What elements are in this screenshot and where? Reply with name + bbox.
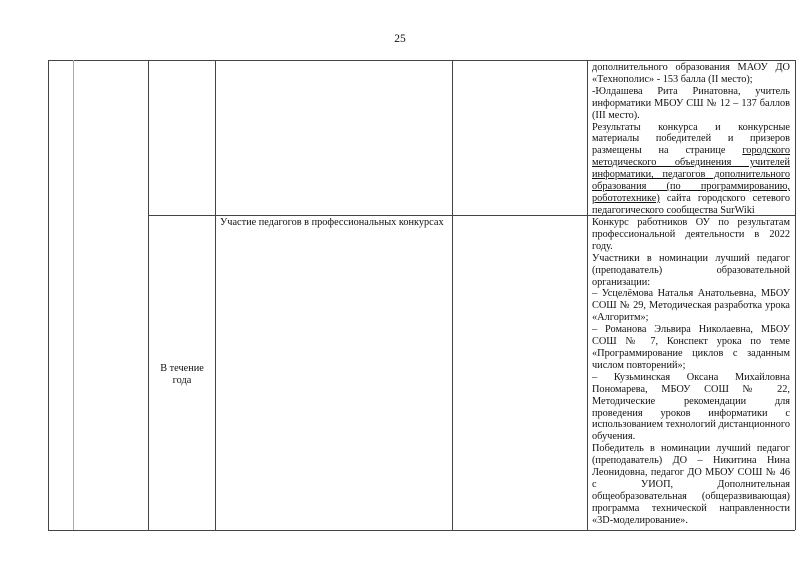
results-line: дополнительного образования МАОУ ДО «Технополис» - 153 балла (II место); bbox=[592, 62, 790, 85]
row1-results-cell bbox=[592, 62, 790, 217]
results-participant: – Кузьминская Оксана Михайловна Пономарева, МБОУ СОШ № 22, Методические рекомендации для проведения уроков информатики с использованием технологий дистанционного обучения. bbox=[592, 371, 790, 443]
results-winner: Победитель в номинации лучший педагог (преподаватель) ДО – Никитина Нина Леонидовна, педагог ДО МБОУ СОШ № 46 с УИОП, Дополнительная общеобразовательная (общеразвивающая) программа технической направленности «3D-моделирование». bbox=[592, 443, 790, 526]
activity-cell bbox=[220, 217, 446, 229]
table-bottom-border bbox=[48, 530, 795, 531]
column-border-2 bbox=[73, 60, 74, 530]
results-line: -Юлдашева Рита Ринатовна, учитель информатики МБОУ СШ № 12 – 137 баллов (III место). bbox=[592, 85, 790, 121]
activity-text: Участие педагогов в профессиональных конкурсах bbox=[220, 217, 444, 228]
results-participant: – Романова Эльвира Николаевна, МБОУ СОШ № 7, Конспект урока по теме «Программирование циклов с заданным числом повторений»; bbox=[592, 324, 790, 371]
column-border-6 bbox=[587, 60, 588, 530]
community-link[interactable]: городского методического объединения учителей информатики, педагогов дополнительного образования (по программированию, робототехнике) bbox=[592, 145, 790, 204]
column-border-1 bbox=[48, 60, 49, 530]
column-border-4 bbox=[215, 60, 216, 530]
term-cell bbox=[152, 363, 212, 387]
page-number: 25 bbox=[394, 33, 406, 45]
column-border-3 bbox=[148, 60, 149, 530]
results-intro: Конкурс работников ОУ по результатам профессиональной деятельности в 2022 году. bbox=[592, 217, 790, 252]
results-nomination: Участники в номинации лучший педагог (преподаватель) образовательной организации: bbox=[592, 252, 790, 288]
results-paragraph: Результаты конкурса и конкурсные материалы победителей и призеров размещены на странице городского методического объединения учителей информатики, педагогов дополнительного образования (по программированию, робототехнике) сайта городского сетевого педагогического сообщества SurWiki bbox=[592, 121, 790, 216]
results-participant: – Усцелёмова Наталья Анатольевна, МБОУ СОШ № 29, Методическая разработка урока «Алгоритм»; bbox=[592, 288, 790, 324]
table-top-border bbox=[48, 60, 795, 61]
term-text: В течение года bbox=[160, 363, 204, 386]
row2-results-cell bbox=[592, 217, 790, 527]
column-border-7 bbox=[795, 60, 796, 530]
column-border-5 bbox=[452, 60, 453, 530]
